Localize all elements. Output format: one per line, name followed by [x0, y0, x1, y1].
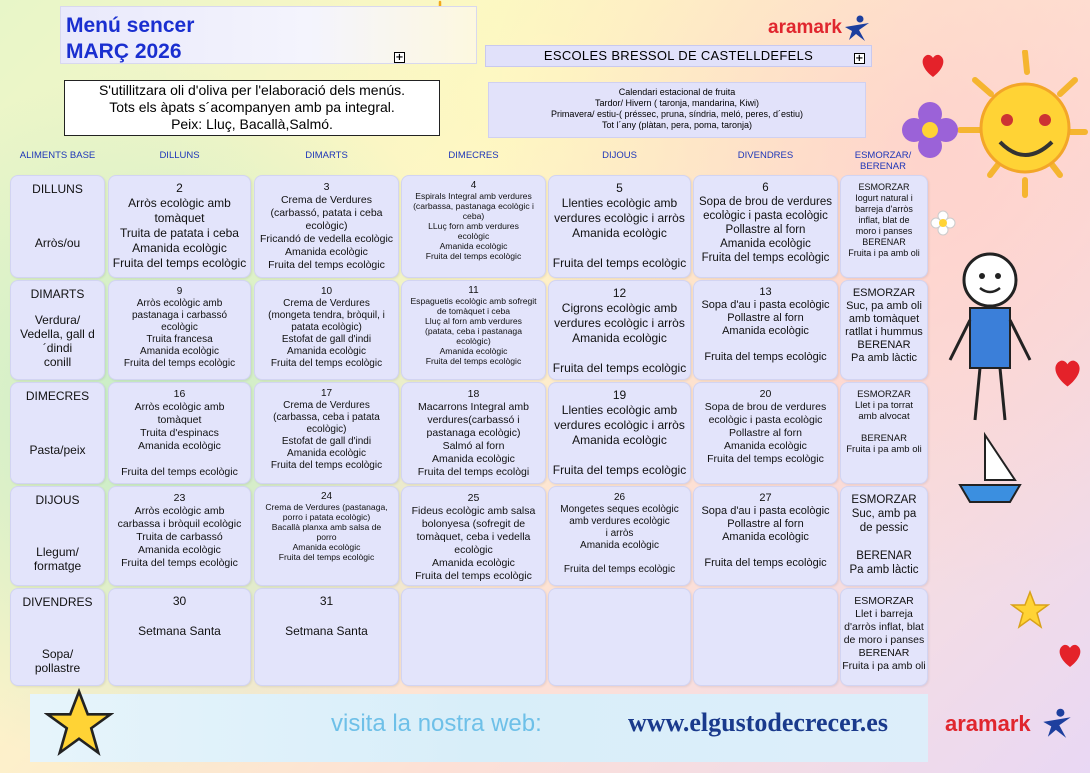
- day-cell: [10, 280, 105, 380]
- snack-item: Suc, amb pa: [851, 508, 917, 520]
- date-number: 31: [319, 594, 334, 608]
- menu-item: Amanida ecològic: [140, 346, 219, 357]
- day-name: DIJOUS: [35, 493, 80, 507]
- menu-item: Crema de Verdures (pastanaga,: [265, 502, 388, 512]
- menu-cell: [548, 175, 691, 278]
- date-number: 23: [173, 492, 186, 504]
- expand-icon[interactable]: +: [395, 52, 404, 63]
- snack-item: ESMORZAR: [852, 287, 916, 299]
- base-food-label: Pasta/peix: [29, 443, 86, 457]
- snack-item: ratllat i hummus: [845, 326, 923, 338]
- date-number: 13: [759, 286, 772, 298]
- snack-item: barreja d'arròs: [855, 204, 913, 214]
- snack-item: de moro i panses: [843, 634, 925, 646]
- menu-cell: [254, 486, 399, 586]
- menu-item: (mongeta tendra, bròquil, i: [268, 310, 385, 321]
- footer-brand-logo: [945, 707, 1085, 743]
- fruit-line: Primavera/ estiu-( préssec, pruna, síndria, meló, peres, d´estiu): [550, 109, 804, 119]
- menu-cell: [401, 280, 546, 380]
- menu-item: porro i patata ecològic): [282, 512, 371, 522]
- menu-item: Sopa d'au i pasta ecològic: [701, 299, 830, 311]
- menu-item: Setmana Santa: [138, 624, 221, 638]
- day-cell: [10, 588, 105, 686]
- menu-item: Setmana Santa: [285, 624, 368, 638]
- brand-star-icon: [843, 14, 871, 42]
- snack-item: Iogurt natural i: [855, 193, 913, 203]
- snack-item: inflat, blat de: [858, 215, 910, 225]
- date-number: 2: [176, 181, 183, 195]
- menu-item: Sopa d'au i pasta ecològic: [701, 505, 830, 517]
- school-name: [485, 45, 872, 67]
- date-number: 18: [467, 388, 480, 400]
- menu-cell: [401, 486, 546, 586]
- menu-item: Fruita del temps ecològic: [704, 557, 827, 569]
- menu-item: (carbassó, patata i ceba: [270, 207, 383, 219]
- day-cell: [10, 175, 105, 278]
- column-header: ALIMENTS BASE: [19, 150, 96, 161]
- menu-item: Fruita del temps ecològic: [415, 570, 532, 582]
- menu-item: Bacallà planxa amb salsa de: [271, 522, 382, 532]
- flower-icon: [930, 210, 956, 236]
- snack-cell: [840, 486, 928, 586]
- menu-item: carbassa i bròquil ecològic: [117, 518, 242, 530]
- snack-item: [841, 535, 927, 549]
- base-food-label: Vedella, gall d: [20, 327, 95, 341]
- date-number: 27: [759, 492, 772, 504]
- menu-item: Fruita del temps ecològic: [552, 361, 687, 375]
- menu-item: Pollastre al forn: [727, 312, 804, 324]
- page-subtitle: MARÇ 2026: [66, 40, 182, 63]
- date-number: 11: [468, 285, 479, 296]
- menu-cell: [401, 588, 546, 686]
- menu-cell: [108, 382, 251, 484]
- menu-cell: [548, 382, 691, 484]
- menu-item: Arròs ecològic amb: [134, 505, 225, 517]
- menu-cell: [548, 486, 691, 586]
- menu-item: [549, 552, 690, 564]
- menu-item: Fruita del temps ecològic: [268, 259, 385, 271]
- note-line: Peix: Lluç, Bacallà,Salmó.: [171, 116, 333, 132]
- menu-item: ecològic): [305, 220, 348, 232]
- menu-item: [255, 609, 398, 624]
- snack-item: Fruita i pa amb oli: [846, 444, 922, 455]
- snack-item: ESMORZAR: [858, 182, 910, 192]
- menu-item: Fruita del temps ecològic: [425, 251, 522, 261]
- base-food-label: pollastre: [34, 661, 81, 675]
- date-number: 17: [320, 388, 333, 399]
- base-food-label: formatge: [33, 559, 82, 573]
- column-header: DIJOUS: [602, 150, 637, 161]
- fruit-line: Tardor/ Hivern ( taronja, mandarina, Kiwi): [594, 98, 760, 108]
- menu-item: (patata, ceba i pastanaga: [425, 326, 522, 336]
- menu-item: Fruita del temps ecològic: [425, 356, 522, 366]
- menu-item: Fruita del temps ecològic: [278, 552, 375, 562]
- menu-item: porro: [316, 532, 337, 542]
- menu-item: Amanida ecològic: [439, 241, 508, 251]
- menu-item: verdures ecològic i arròs: [554, 211, 685, 225]
- menu-item: (carbassa, ceba i patata: [273, 412, 380, 423]
- menu-item: Amanida ecològic: [287, 448, 366, 459]
- boat-illustration: [955, 430, 1025, 510]
- menu-item: Llenties ecològic amb: [561, 196, 678, 210]
- snack-item: Llet i barreja: [855, 608, 913, 620]
- base-food-label: Sopa/: [41, 647, 74, 661]
- base-food-label: Verdura/: [34, 313, 81, 327]
- menu-item: Pollastre al forn: [725, 224, 806, 236]
- menu-item: [549, 346, 690, 361]
- menu-item: Crema de Verdures: [283, 298, 370, 309]
- menu-item: [549, 448, 690, 463]
- menu-cell: [693, 382, 838, 484]
- column-header: DIVENDRES: [737, 150, 794, 161]
- menu-cell: [254, 588, 399, 686]
- brand-logo-text: aramark: [768, 17, 842, 38]
- title-box: [60, 6, 477, 64]
- menu-item: Arròs ecològic amb: [128, 196, 231, 210]
- menu-item: verdures ecològic i arròs: [554, 316, 685, 330]
- menu-cell: [693, 280, 838, 380]
- menu-item: Fruita del temps ecològic: [701, 252, 830, 264]
- menu-item: Amanida ecològic: [439, 346, 508, 356]
- base-food-label: ´dindi: [42, 341, 73, 355]
- heart-icon: [1055, 640, 1085, 670]
- child-drawing-illustration: [945, 250, 1035, 425]
- menu-item: pastanaga ecològic): [426, 427, 521, 439]
- date-number: 10: [320, 286, 333, 297]
- menu-item: Estofat de gall d'indi: [281, 436, 372, 447]
- menu-item: verdures(carbassó i: [427, 414, 520, 426]
- menu-item: Amanida ecològic: [722, 325, 809, 337]
- fruit-calendar: [488, 82, 866, 138]
- menu-item: Amanida ecològic: [285, 246, 368, 258]
- menu-item: Truita de carbassó: [136, 531, 223, 543]
- menu-item: Fruita del temps ecològic: [112, 256, 247, 270]
- menu-item: Arròs ecològic amb: [136, 298, 223, 309]
- snack-item: BERENAR: [857, 339, 911, 351]
- base-food-label: conill: [43, 355, 72, 369]
- date-number: 20: [759, 388, 772, 400]
- menu-cell: [108, 486, 251, 586]
- menu-item: Sopa de brou de verdures: [704, 401, 827, 413]
- menu-item: Pollastre al forn: [729, 427, 802, 439]
- menu-item: Fruita del temps ecològic: [121, 557, 238, 569]
- menu-cell: [693, 486, 838, 586]
- snack-item: moro i panses: [855, 226, 913, 236]
- menu-item: [549, 241, 690, 256]
- menu-item: Crema de Verdures: [280, 194, 373, 206]
- menu-item: Amanida ecològic: [572, 433, 667, 447]
- menu-item: [694, 544, 837, 557]
- heart-icon: [918, 50, 948, 80]
- note-line: S'utillitzara oli d'oliva per l'elaboració dels menús.: [98, 82, 406, 98]
- menu-item: bolonyesa (sofregit de: [421, 518, 526, 530]
- snack-item: d'arròs inflat, blat: [844, 621, 924, 633]
- menu-item: ceba): [462, 211, 485, 221]
- date-number: 9: [176, 286, 183, 297]
- snack-cell: [840, 175, 928, 278]
- menu-item: Amanida ecològic: [292, 542, 361, 552]
- menu-item: Crema de Verdures: [283, 400, 370, 411]
- snack-cell: [840, 382, 928, 484]
- menu-item: patata ecològic): [291, 322, 362, 333]
- menu-item: Lluç al forn amb verdures: [425, 316, 522, 326]
- snack-cell: [840, 588, 928, 686]
- footer-brand-text: aramark: [945, 711, 1031, 736]
- menu-item: ecològic: [457, 231, 490, 241]
- date-number: 6: [762, 182, 769, 194]
- date-number: 5: [616, 181, 623, 195]
- date-number: 25: [467, 492, 480, 504]
- menu-item: ecològic): [306, 424, 347, 435]
- column-header: DILLUNS: [159, 150, 200, 161]
- menu-item: Fruita del temps ecològic: [704, 351, 827, 363]
- menu-item: Fruita del temps ecològic: [270, 460, 383, 471]
- menu-item: Amanida ecològic: [287, 346, 366, 357]
- snack-item: ESMORZAR: [854, 595, 914, 607]
- menu-cell: [548, 280, 691, 380]
- menu-item: Mongetes seques ecològic: [560, 504, 679, 515]
- menu-item: [109, 609, 250, 624]
- day-cell: [10, 486, 105, 586]
- menu-cell: [108, 588, 251, 686]
- school-name-text: ESCOLES BRESSOL DE CASTELLDEFELS: [543, 48, 814, 63]
- menu-item: Salmó al forn: [442, 440, 505, 452]
- page-title: Menú sencer: [66, 14, 195, 37]
- menu-item: Amanida ecològic: [580, 540, 659, 551]
- menu-item: Amanida ecològic: [432, 453, 515, 465]
- menu-item: Amanida ecològic: [138, 544, 221, 556]
- base-food-label: Arròs/ou: [34, 236, 81, 250]
- snack-item: Suc, pa amb oli: [846, 300, 922, 312]
- base-food-label: Llegum/: [36, 545, 79, 559]
- menu-item: [109, 453, 250, 466]
- snack-item: Fruita i pa amb oli: [842, 660, 926, 672]
- menu-item: [694, 338, 837, 351]
- menu-cell: [254, 280, 399, 380]
- menu-item: Amanida ecològic: [132, 241, 227, 255]
- oil-note: [64, 80, 440, 136]
- snack-item: [841, 422, 927, 433]
- menu-item: ecològic i pasta ecològic: [708, 414, 823, 426]
- menu-item: ecològic: [161, 322, 198, 333]
- snack-item: amb alvocat: [858, 411, 910, 422]
- menu-item: verdures ecològic i arròs: [554, 418, 685, 432]
- day-name: DIVENDRES: [22, 595, 93, 609]
- menu-item: amb verdures ecològic: [569, 516, 670, 527]
- snack-item: Pa amb làctic: [850, 352, 918, 364]
- menu-item: ecològic): [456, 336, 491, 346]
- menu-item: LLuç forn amb verdures: [428, 221, 519, 231]
- menu-item: (carbassa, pastanaga ecològic i: [413, 201, 534, 211]
- menu-item: de tomàquet i ceba: [436, 306, 511, 316]
- menu-item: Arròs ecològic amb: [134, 401, 225, 413]
- heart-icon: [1050, 355, 1085, 390]
- menu-item: Fruita del temps ecològic: [707, 453, 824, 465]
- day-cell: [10, 382, 105, 484]
- menu-item: Fruita del temps ecològic: [552, 256, 687, 270]
- column-header: ESMORZAR/ BERENAR: [854, 150, 912, 172]
- menu-item: Amanida ecològic: [432, 557, 515, 569]
- brand-logo: [768, 14, 873, 44]
- menu-item: Fricandó de vedella ecològic: [259, 233, 394, 245]
- menu-item: Truita d'espinacs: [140, 427, 219, 439]
- fruit-line: Calendari estacional de fruita: [618, 87, 736, 97]
- menu-cell: [401, 175, 546, 278]
- snack-item: BERENAR: [858, 647, 910, 659]
- menu-item: Fruita del temps ecològic: [123, 358, 236, 369]
- menu-item: Espaguetis ecològic amb sofregit: [410, 296, 537, 306]
- snack-item: de pessic: [859, 522, 909, 534]
- snack-item: Llet i pa torrat: [854, 400, 914, 411]
- menu-item: tomàquet, ceba i vedella: [416, 531, 531, 543]
- menu-item: Truita de patata i ceba: [120, 226, 239, 240]
- visit-text: visita la nostra web:: [331, 710, 542, 737]
- date-number: 19: [612, 388, 627, 402]
- menu-item: Macarrons Integral amb: [418, 401, 529, 413]
- day-name: DIMARTS: [30, 287, 85, 301]
- snack-item: amb tomàquet: [848, 313, 920, 325]
- snack-item: Pa amb làctic: [849, 564, 919, 576]
- menu-item: Llenties ecològic amb: [561, 403, 678, 417]
- snack-item: BERENAR: [856, 550, 912, 562]
- snack-item: BERENAR: [862, 237, 906, 247]
- brand-star-icon: [1041, 707, 1073, 739]
- date-number: 16: [173, 388, 186, 400]
- menu-item: Cigrons ecològic amb: [561, 301, 678, 315]
- snack-item: Fruita i pa amb oli: [848, 248, 920, 258]
- menu-item: Espirals Integral amb verdures: [415, 191, 532, 201]
- date-number: 24: [320, 491, 333, 502]
- note-line: Tots els àpats s´acompanyen amb pa integral.: [109, 99, 395, 115]
- menu-item: Fruita del temps ecològic: [121, 466, 238, 478]
- day-name: DIMECRES: [25, 389, 90, 403]
- menu-item: Sopa de brou de verdures: [699, 196, 832, 208]
- menu-item: Amanida ecològic: [722, 531, 809, 543]
- menu-item: Fruita del temps ecològic: [552, 463, 687, 477]
- star-icon: [44, 688, 114, 758]
- menu-item: Amanida ecològic: [720, 238, 811, 250]
- fruit-line: Tot l´any (plàtan, pera, poma, taronja): [601, 120, 753, 130]
- snack-item: BERENAR: [861, 433, 907, 444]
- snack-cell: [840, 280, 928, 380]
- menu-cell: [693, 588, 838, 686]
- menu-cell: [108, 175, 251, 278]
- menu-item: Fideus ecològic amb salsa: [411, 505, 536, 517]
- menu-item: Fruita del temps ecològic: [563, 564, 676, 575]
- menu-item: Fruita del temps ecològi: [417, 466, 530, 478]
- menu-item: i arròs: [605, 528, 634, 539]
- column-header: DIMECRES: [448, 150, 499, 161]
- menu-item: Amanida ecològic: [572, 331, 667, 345]
- menu-cell: [693, 175, 838, 278]
- menu-cell: [401, 382, 546, 484]
- menu-item: tomàquet: [157, 414, 202, 426]
- menu-cell: [548, 588, 691, 686]
- expand-icon[interactable]: +: [855, 53, 864, 64]
- menu-item: Pollastre al forn: [727, 518, 804, 530]
- menu-item: Amanida ecològic: [572, 226, 667, 240]
- menu-cell: [254, 175, 399, 278]
- column-header: DIMARTS: [305, 150, 348, 161]
- menu-item: tomàquet: [154, 211, 205, 225]
- menu-item: pastanaga i carbassó: [131, 310, 228, 321]
- menu-cell: [108, 280, 251, 380]
- date-number: 12: [612, 286, 627, 300]
- day-name: DILLUNS: [32, 182, 83, 196]
- menu-item: Amanida ecològic: [724, 440, 807, 452]
- menu-item: Estofat de gall d'indi: [281, 334, 372, 345]
- star-icon: [1010, 590, 1050, 630]
- snack-item: ESMORZAR: [857, 389, 911, 400]
- date-number: 3: [323, 181, 330, 193]
- date-number: 30: [172, 594, 187, 608]
- menu-item: Amanida ecològic: [138, 440, 221, 452]
- website-link[interactable]: www.elgustodecrecer.es: [628, 708, 888, 737]
- menu-item: ecològic: [454, 544, 493, 556]
- menu-cell: [254, 382, 399, 484]
- big-sun-illustration: [955, 50, 1090, 210]
- menu-item: Fruita del temps ecològic: [270, 358, 383, 369]
- menu-item: Truita francesa: [146, 334, 213, 345]
- date-number: 4: [470, 180, 477, 191]
- snack-item: ESMORZAR: [851, 494, 917, 506]
- menu-item: ecològic i pasta ecològic: [703, 210, 828, 222]
- date-number: 26: [613, 492, 626, 503]
